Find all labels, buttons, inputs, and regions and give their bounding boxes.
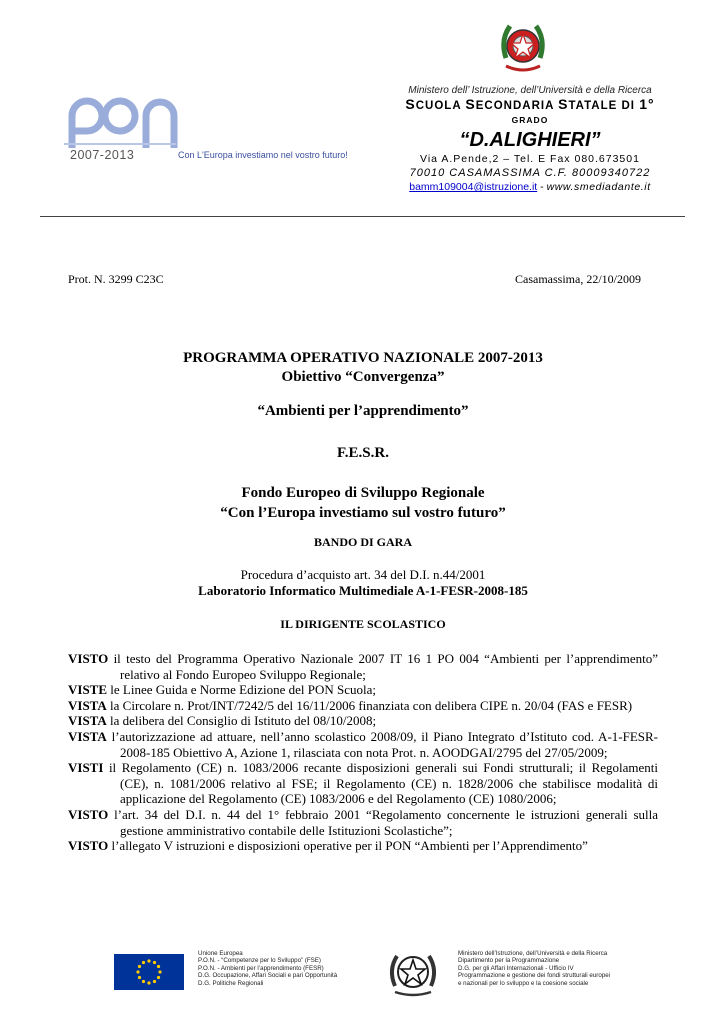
school-title: “D.ALIGHIERI” [459,129,601,151]
school-contacts: bamm109004@istruzione.it - www.smediadante.it [409,181,651,193]
eu-star-icon [138,976,141,979]
clause-item: VISTI il Regolamento (CE) n. 1083/2006 recante disposizioni generali sui Fondi strutturali; il Regolamenti (CE), n. 1081/2006 relativo al FSE; il Regolamento (CE) n. 1828/2006 che stabilisce modalità di applicazione del Regolamento (CE) 1083/2006 e del Regolamento (CE) 1080/2006; [68,760,658,807]
clause-item: VISTO l’allegato V istruzioni e disposizioni operative per il PON “Ambienti per l’Apprendimento” [68,838,588,854]
eu-star-icon [142,961,145,964]
school-grade: GRADO [511,115,549,125]
eu-footer-text: Unione Europea P.O.N. - “Competenze per lo Sviluppo” (FSE) P.O.N. - Ambienti per l’apprendimento (FESR) D.G. Occupazione, Affari Sociali e pari Opportunità D.G. Politiche Regionali [198,950,338,987]
clause-item: VISTO l’art. 34 del D.I. n. 44 del 1° febbraio 2001 “Regolamento concernente le istruzioni generali sulla gestione amministrativo contabile delle Istituzioni Scolastiche”; [68,806,658,838]
eu-star-icon [147,959,150,962]
eu-star-icon [136,970,139,973]
dirigente-title: IL DIRIGENTE SCOLASTICO [280,617,446,631]
italian-republic-emblem-footer-icon [385,948,441,998]
eu-star-icon [153,980,156,983]
email-link[interactable]: bamm109004@istruzione.it [409,181,538,193]
pon-years: 2007-2013 [70,148,135,162]
ministry-name: Ministero dell’ Istruzione, dell’Università e della Ricerca [408,85,652,96]
eu-footer-block [114,950,384,996]
procedure-title: Procedura d’acquisto art. 34 del D.I. n.44/2001 Laboratorio Informatico Multimediale A-1-FESR-2008-185 [198,567,528,598]
school-address: Via A.Pende,2 – Tel. E Fax 080.673501 [420,153,640,165]
school-name: SCUOLA SECONDARIA STATALE DI 1° [405,96,655,112]
eu-star-icon [153,961,156,964]
italian-republic-emblem-icon [498,18,548,78]
school-city-cf: 70010 CASAMASSIMA C.F. 80009340722 [409,167,651,179]
document-date: Casamassima, 22/10/2009 [515,272,641,286]
eu-star-icon [157,965,160,968]
ministry-footer-text: Ministero dell’Istruzione, dell’Università e della Ricerca Dipartimento per la Programmazione D.G. per gli Affari Internazionali - Ufficio IV Programmazione e gestione dei fondi strutturali europei e nazionali per lo sviluppo e la coesione sociale [458,950,611,987]
pon-motto: Con L'Europa investiamo nel vostro futuro! [178,150,348,160]
fesr-title: F.E.S.R. [337,445,389,461]
clause-item: VISTA l’autorizzazione ad attuare, nell’anno scolastico 2008/09, il Piano Integrato d’Istituto cod. A-1-FESR-2008-185 Obiettivo A, Azione 1, rilasciata con nota Prot. n. AOODGAI/2795 del 27/05/2009; [68,728,658,760]
pon-logo [60,86,370,168]
eu-star-icon [158,970,161,973]
eu-star-icon [157,976,160,979]
eu-star-icon [142,980,145,983]
clause-item: VISTO il testo del Programma Operativo Nazionale 2007 IT 16 1 PO 004 “Ambienti per l’apprendimento” relativo al Fondo Europeo Sviluppo Regionale; [68,651,658,682]
bando-title: BANDO DI GARA [313,535,412,549]
fondo-title: Fondo Europeo di Sviluppo Regionale “Con l’Europa investiamo sul vostro futuro” [220,485,506,521]
header-divider [40,216,685,217]
clauses-list [68,651,658,854]
eu-flag-icon [114,954,184,990]
eu-star-icon [147,981,150,984]
clause-item: VISTA la delibera del Consiglio di Istituto del 08/10/2008; [68,713,377,729]
school-header [360,84,700,194]
programme-title: PROGRAMMA OPERATIVO NAZIONALE 2007-2013 Obiettivo “Convergenza” [183,350,543,385]
protocol-number: Prot. N. 3299 C23C [68,272,164,286]
ambienti-title: “Ambienti per l’apprendimento” [257,403,469,419]
clause-item: VISTA la Circolare n. Prot/INT/7242/5 del 16/11/2006 finanziata con delibera CIPE n. 20/04 (FAS e FESR) [68,697,633,713]
pon-letters-icon [60,86,180,156]
website-link[interactable]: www.smediadante.it [546,181,651,193]
clause-item: VISTE le Linee Guida e Norme Edizione del PON Scuola; [68,682,376,698]
eu-star-icon [138,965,141,968]
